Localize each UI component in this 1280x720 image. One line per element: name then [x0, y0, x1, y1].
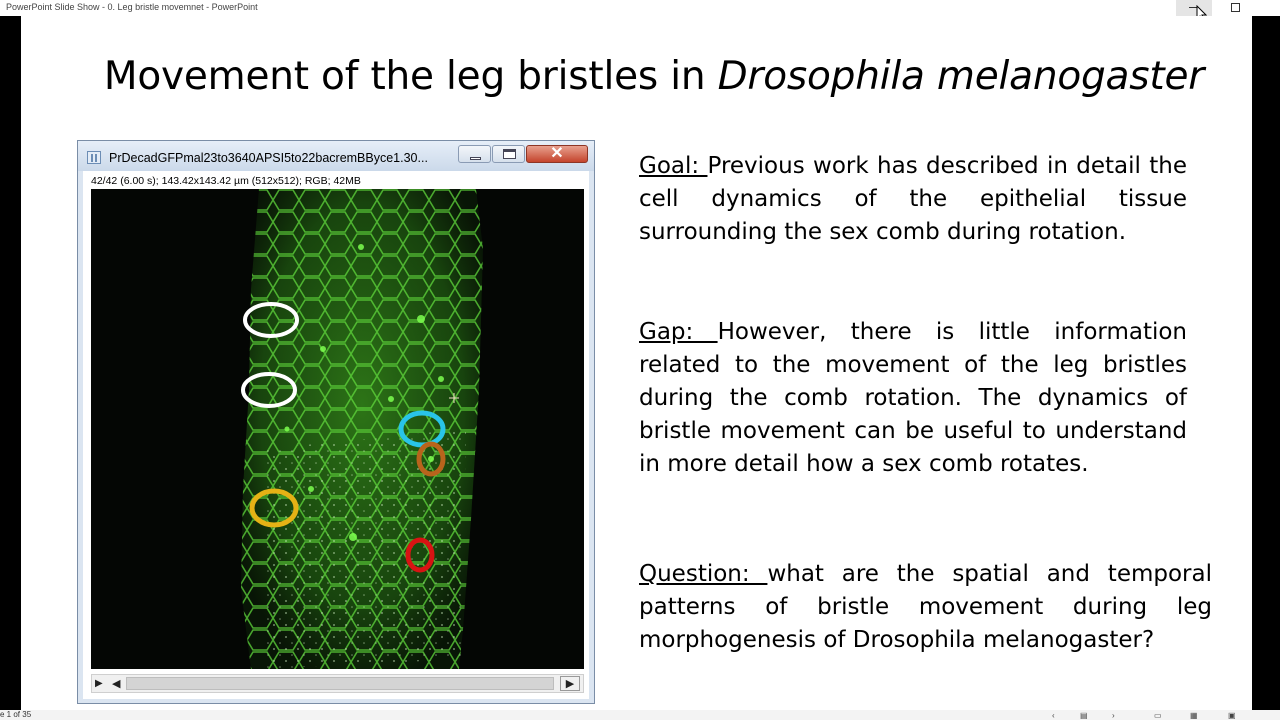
- scroll-thumb[interactable]: [126, 677, 554, 690]
- window-title: PowerPoint Slide Show - 0. Leg bristle movemnet - PowerPoint: [6, 2, 258, 12]
- goal-paragraph: [639, 150, 1187, 249]
- imagej-maximize-button[interactable]: [492, 145, 525, 163]
- microscopy-image[interactable]: [91, 189, 584, 669]
- image-info: 42/42 (6.00 s); 143.42x143.42 µm (512x512); RGB; 42MB: [91, 175, 361, 187]
- imagej-title: PrDecadGFPmal23to3640APSI5to22bacremBByce1.30...: [109, 151, 428, 165]
- reading-view-icon[interactable]: ▣: [1228, 711, 1236, 720]
- imagej-body: [83, 171, 589, 699]
- question-paragraph: [639, 558, 1212, 657]
- scroll-right-icon[interactable]: ▶: [560, 676, 580, 691]
- question-label: Question:: [639, 561, 768, 587]
- imagej-app-icon: [87, 151, 101, 164]
- scroll-left-icon[interactable]: ◀: [112, 678, 121, 690]
- leg-tissue-image: [91, 189, 584, 669]
- slide-title-italic: Drosophila melanogaster: [717, 54, 1205, 99]
- slide-title-plain: Movement of the leg bristles in: [103, 54, 718, 99]
- slide-sorter-icon[interactable]: ▦: [1190, 711, 1198, 720]
- play-icon[interactable]: ▶: [95, 678, 103, 689]
- maximize-icon: [1231, 3, 1240, 12]
- close-icon: ✕: [550, 145, 564, 162]
- slide: [21, 16, 1252, 710]
- gap-text: However, there is little information related to the movement of the leg bristles during the comb rotation. The dynamics of bristle movement can be useful to understand in more detail how a sex comb rotates.: [639, 319, 1187, 477]
- next-slide-icon[interactable]: ›: [1112, 711, 1115, 720]
- goal-text: Previous work has described in detail the cell dynamics of the epithelial tissue surrounding the sex comb during rotation.: [639, 153, 1187, 245]
- imagej-window[interactable]: [77, 140, 595, 704]
- gap-label: Gap:: [639, 319, 718, 345]
- imagej-titlebar[interactable]: [78, 141, 594, 171]
- maximize-button[interactable]: [1218, 0, 1254, 16]
- gap-paragraph: [639, 316, 1187, 481]
- normal-view-icon[interactable]: ▭: [1154, 711, 1162, 720]
- previous-slide-icon[interactable]: ‹: [1052, 711, 1055, 720]
- notes-icon[interactable]: ▤: [1080, 711, 1088, 720]
- slide-counter: e 1 of 35: [0, 710, 32, 719]
- status-bar: [0, 710, 1280, 720]
- imagej-close-button[interactable]: [526, 145, 588, 163]
- stack-slider[interactable]: [91, 674, 584, 693]
- slide-title: [21, 54, 1280, 99]
- goal-label: Goal:: [639, 153, 708, 179]
- question-text: what are the spatial and temporal patterns of bristle movement during leg morphogenesis of Drosophila melanogaster?: [639, 561, 1212, 653]
- powerpoint-titlebar: [0, 0, 1280, 16]
- imagej-minimize-button[interactable]: [458, 145, 491, 163]
